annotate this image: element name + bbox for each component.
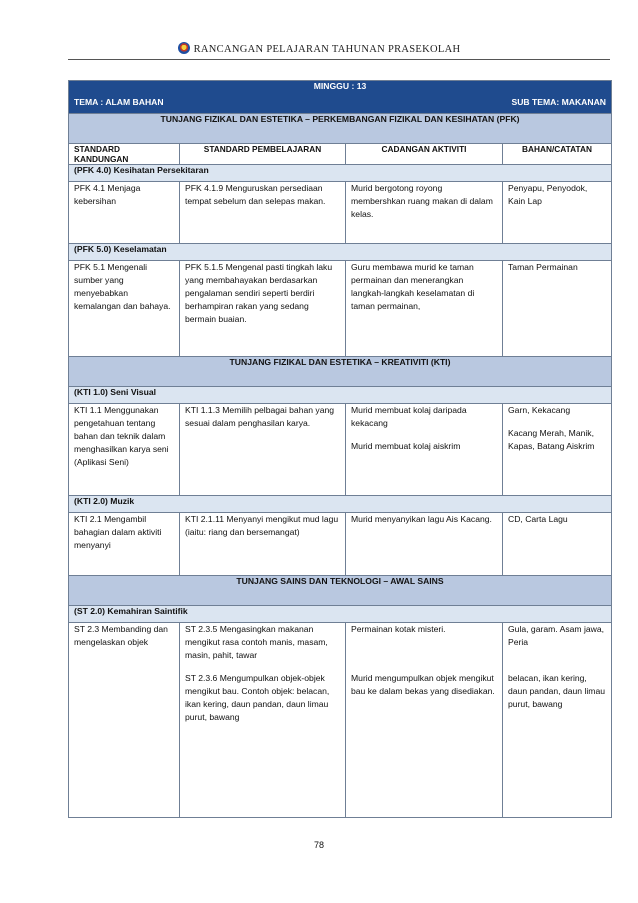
bahan-item: Gula, garam. Asam jawa, Peria — [508, 624, 605, 647]
standard-kandungan-cell: PFK 5.1 Mengenali sumber yang menyebabkan kemalangan dan bahaya. — [69, 261, 180, 357]
header-divider — [68, 59, 610, 60]
table-row — [69, 182, 612, 244]
section-row-kti2: (KTI 2.0) Muzik — [69, 496, 612, 513]
tunjang-header-st: TUNJANG SAINS DAN TEKNOLOGI – AWAL SAINS — [69, 576, 612, 606]
table-row — [69, 623, 612, 818]
bahan-cell — [503, 623, 612, 818]
column-header: STANDARD PEMBELAJARAN — [180, 144, 346, 165]
aktiviti-cell — [346, 623, 503, 818]
column-header-row — [69, 144, 612, 165]
aktiviti-cell: Guru membawa murid ke taman permainan dan menerangkan langkah-langkah keselamatan di taman permainan, — [346, 261, 503, 357]
standard-pembelajaran-item: ST 2.3.6 Mengumpulkan objek-objek mengikut bau. Contoh objek: belacan, ikan kering, daun pandan, daun limau purut, bawang — [185, 673, 330, 722]
column-header: STANDARD KANDUNGAN — [69, 144, 180, 165]
bahan-item: Kacang Merah, Manik, Kapas, Batang Aiskrim — [508, 428, 595, 451]
tunjang-header-kti: TUNJANG FIZIKAL DAN ESTETIKA – KREATIVITI (KTI) — [69, 357, 612, 387]
bahan-item: belacan, ikan kering, daun pandan, daun limau purut, bawang — [508, 673, 605, 709]
table-row — [69, 261, 612, 357]
bahan-cell: Penyapu, Penyodok, Kain Lap — [503, 182, 612, 244]
aktiviti-cell: Murid bergotong royong membershkan ruang makan di dalam kelas. — [346, 182, 503, 244]
standard-pembelajaran-item: ST 2.3.5 Mengasingkan makanan mengikut rasa contoh manis, masam, masin, pahit, tawar — [185, 624, 328, 660]
aktiviti-item: Permainan kotak misteri. — [351, 624, 446, 634]
standard-pembelajaran-cell: KTI 1.1.3 Memilih pelbagai bahan yang sesuai dalam penghasilan karya. — [180, 404, 346, 496]
lesson-plan-table — [68, 80, 612, 818]
standard-pembelajaran-cell: PFK 4.1.9 Menguruskan persediaan tempat sebelum dan selepas makan. — [180, 182, 346, 244]
section-row-pfk5: (PFK 5.0) Keselamatan — [69, 244, 612, 261]
standard-kandungan-cell: ST 2.3 Membanding dan mengelaskan objek — [69, 623, 180, 818]
column-header: CADANGAN AKTIVITI — [346, 144, 503, 165]
standard-pembelajaran-cell: PFK 5.1.5 Mengenal pasti tingkah laku yang membahayakan berdasarkan pengalaman sendiri seperti berdiri berhampiran rakan yang sedang bermain buaian. — [180, 261, 346, 357]
aktiviti-item: Murid membuat kolaj aiskrim — [351, 441, 461, 451]
tunjang-header-pfk: TUNJANG FIZIKAL DAN ESTETIKA – PERKEMBANGAN FIZIKAL DAN KESIHATAN (PFK) — [69, 114, 612, 144]
standard-kandungan-cell: PFK 4.1 Menjaga kebersihan — [69, 182, 180, 244]
section-row-pfk4: (PFK 4.0) Kesihatan Persekitaran — [69, 165, 612, 182]
week-header-row — [69, 81, 612, 114]
table-row — [69, 404, 612, 496]
column-header: BAHAN/CATATAN — [503, 144, 612, 165]
bahan-cell — [503, 404, 612, 496]
bahan-cell: Taman Permainan — [503, 261, 612, 357]
standard-kandungan-cell: KTI 1.1 Menggunakan pengetahuan tentang bahan dan teknik dalam menghasilkan karya seni (Aplikasi Seni) — [69, 404, 180, 496]
section-row-st2: (ST 2.0) Kemahiran Saintifik — [69, 606, 612, 623]
bahan-cell: CD, Carta Lagu — [503, 513, 612, 576]
ministry-logo-icon — [178, 42, 190, 54]
table-row — [69, 513, 612, 576]
standard-pembelajaran-cell: KTI 2.1.11 Menyanyi mengikut mud lagu (iaitu: riang dan bersemangat) — [180, 513, 346, 576]
page-header — [0, 42, 638, 55]
aktiviti-cell — [346, 404, 503, 496]
aktiviti-item: Murid membuat kolaj daripada kekacang — [351, 405, 467, 428]
page-number: 78 — [313, 840, 324, 850]
page-header-title: RANCANGAN PELAJARAN TAHUNAN PRASEKOLAH — [193, 44, 461, 55]
bahan-item: Garn, Kekacang — [508, 405, 571, 415]
section-row-kti1: (KTI 1.0) Seni Visual — [69, 387, 612, 404]
standard-kandungan-cell: KTI 2.1 Mengambil bahagian dalam aktiviti menyanyi — [69, 513, 180, 576]
week-label: MINGGU : 13 — [313, 81, 367, 91]
subtheme-label: SUB TEMA: MAKANAN — [511, 97, 606, 107]
aktiviti-item: Murid mengumpulkan objek mengikut bau ke dalam bekas yang disediakan. — [351, 673, 495, 696]
aktiviti-cell: Murid menyanyikan lagu Ais Kacang. — [346, 513, 503, 576]
theme-label: TEMA : ALAM BAHAN — [74, 97, 164, 107]
standard-pembelajaran-cell — [180, 623, 346, 818]
